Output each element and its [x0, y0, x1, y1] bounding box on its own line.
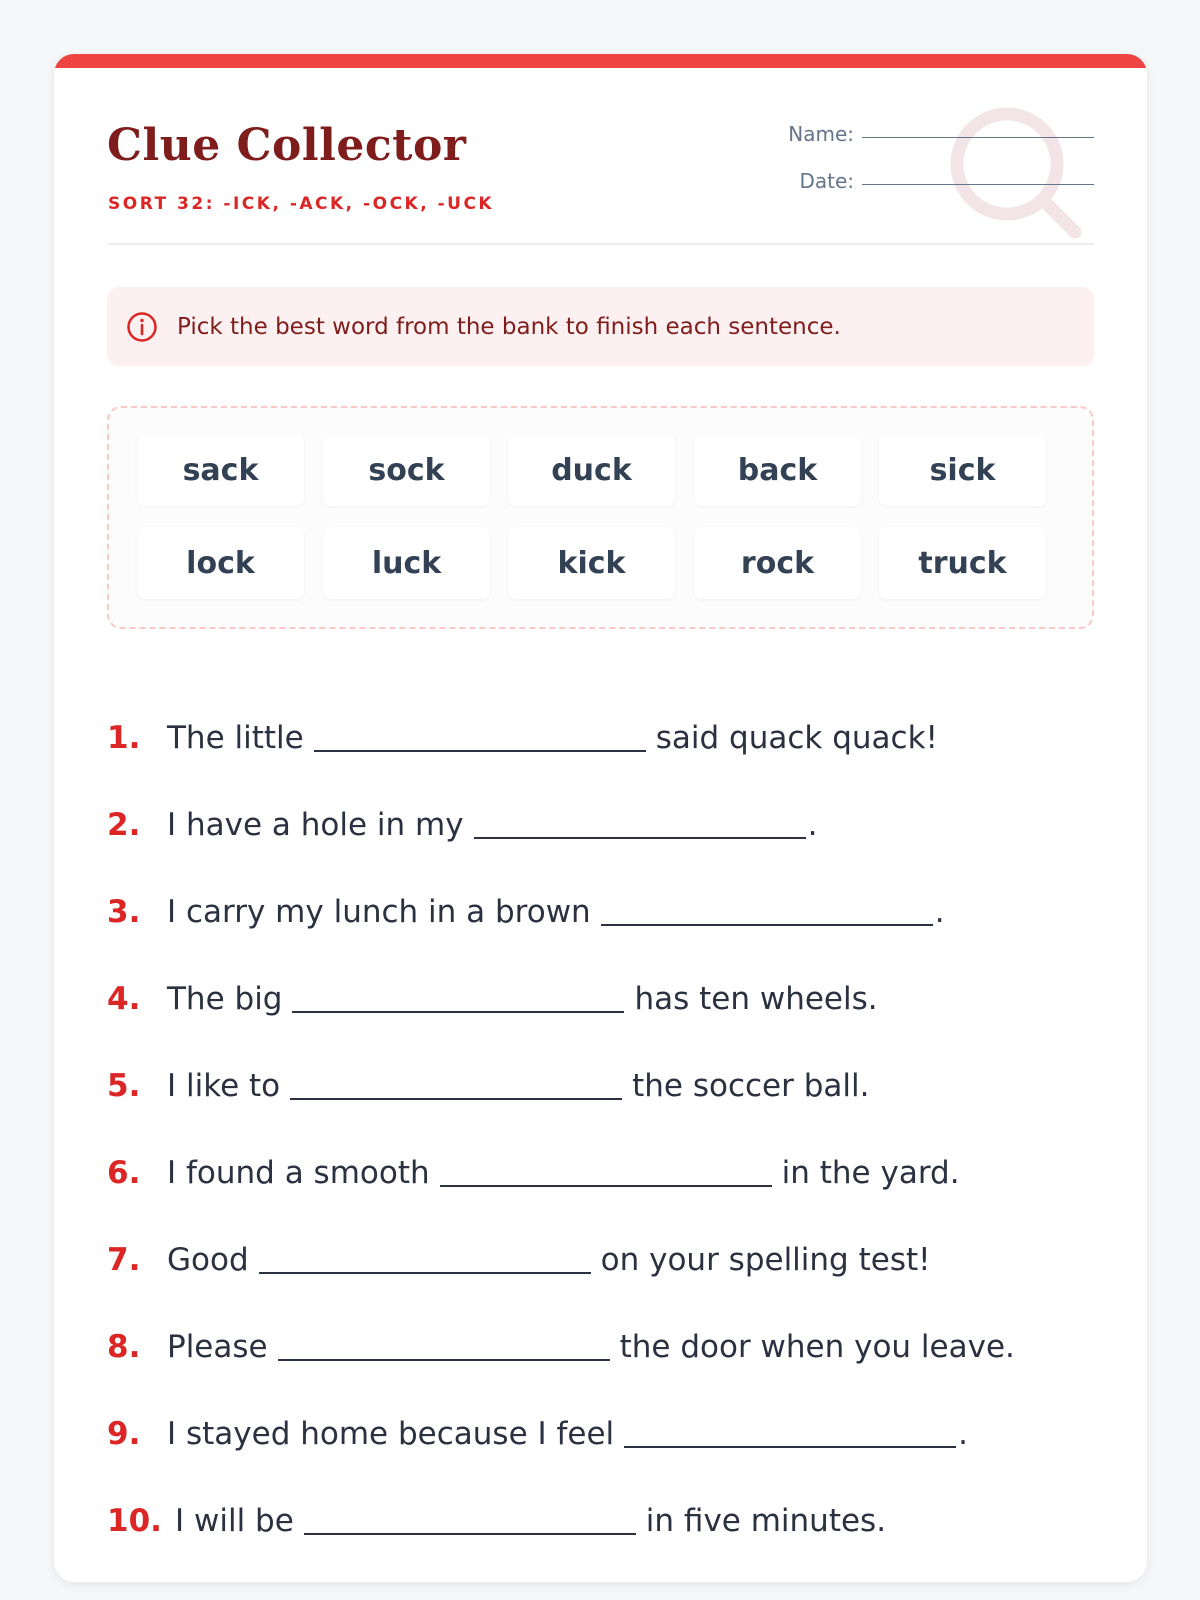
name-label: Name: [788, 122, 854, 146]
sentence-number: 3. [107, 894, 141, 930]
sentence-before: I found a smooth [167, 1155, 430, 1191]
sentence-after: . [807, 807, 818, 843]
answer-blank[interactable] [259, 1271, 591, 1274]
sentence-item [107, 1149, 960, 1197]
word-tile[interactable]: duck [508, 434, 675, 506]
sentence-after: in five minutes. [645, 1503, 887, 1539]
answer-blank[interactable] [290, 1097, 622, 1100]
instruction-banner [107, 287, 1094, 366]
sentence-before: I stayed home because I feel [167, 1416, 615, 1452]
sentence-after: said quack quack! [655, 720, 938, 756]
answer-blank[interactable] [314, 749, 646, 752]
answer-blank[interactable] [474, 836, 806, 839]
answer-blank[interactable] [440, 1184, 772, 1187]
answer-blank[interactable] [292, 1010, 624, 1013]
sentence-item [107, 1236, 931, 1284]
sentence-after: has ten wheels. [634, 981, 878, 1017]
sentence-number: 5. [107, 1068, 141, 1104]
sentence-after: . [934, 894, 945, 930]
sentence-after: the soccer ball. [632, 1068, 870, 1104]
date-label: Date: [799, 169, 854, 193]
sentence-before: I will be [175, 1503, 294, 1539]
sentence-after: in the yard. [781, 1155, 960, 1191]
word-tile[interactable]: lock [137, 527, 304, 599]
sentence-item [107, 1323, 1015, 1371]
word-tile[interactable]: sock [323, 434, 490, 506]
answer-blank[interactable] [601, 923, 933, 926]
sentence-before: The big [167, 981, 283, 1017]
sentence-number: 9. [107, 1416, 141, 1452]
info-icon [125, 310, 159, 344]
sentence-before: The little [167, 720, 304, 756]
sentence-item [107, 714, 938, 762]
sentence-after: on your spelling test! [600, 1242, 931, 1278]
word-tile[interactable]: kick [508, 527, 675, 599]
sentence-item [107, 975, 878, 1023]
sentence-number: 7. [107, 1242, 141, 1278]
sentence-item [107, 1062, 869, 1110]
word-tile[interactable]: sick [879, 434, 1046, 506]
sentence-item [107, 1497, 886, 1545]
sentence-after: the door when you leave. [619, 1329, 1015, 1365]
date-line[interactable] [862, 183, 1094, 185]
word-tile[interactable]: rock [694, 527, 861, 599]
sentence-number: 6. [107, 1155, 141, 1191]
sentence-before: Good [167, 1242, 249, 1278]
sentence-before: Please [167, 1329, 268, 1365]
sentence-before: I carry my lunch in a brown [167, 894, 591, 930]
word-tile[interactable]: truck [879, 527, 1046, 599]
sentence-item [107, 1410, 968, 1458]
sentence-item [107, 888, 945, 936]
page-title: Clue Collector [107, 120, 467, 171]
sentence-item [107, 801, 817, 849]
answer-blank[interactable] [624, 1445, 956, 1448]
accent-top-bar [54, 54, 1147, 68]
name-field[interactable] [788, 122, 1094, 146]
header-divider [107, 243, 1094, 245]
worksheet-card [54, 54, 1147, 1582]
date-field[interactable] [799, 169, 1094, 193]
answer-blank[interactable] [304, 1532, 636, 1535]
sentence-number: 1. [107, 720, 141, 756]
sentence-number: 4. [107, 981, 141, 1017]
answer-blank[interactable] [278, 1358, 610, 1361]
sentence-before: I like to [167, 1068, 281, 1104]
word-tile[interactable]: back [694, 434, 861, 506]
sentence-after: . [958, 1416, 969, 1452]
instruction-text: Pick the best word from the bank to finish each sentence. [177, 313, 841, 340]
sentence-number: 10. [107, 1503, 162, 1539]
word-bank [107, 406, 1094, 629]
page-subtitle: SORT 32: -ICK, -ACK, -OCK, -UCK [108, 194, 495, 214]
sentence-number: 8. [107, 1329, 141, 1365]
sentence-number: 2. [107, 807, 141, 843]
sentence-before: I have a hole in my [167, 807, 464, 843]
word-tile[interactable]: sack [137, 434, 304, 506]
word-tile[interactable]: luck [323, 527, 490, 599]
name-line[interactable] [862, 136, 1094, 138]
